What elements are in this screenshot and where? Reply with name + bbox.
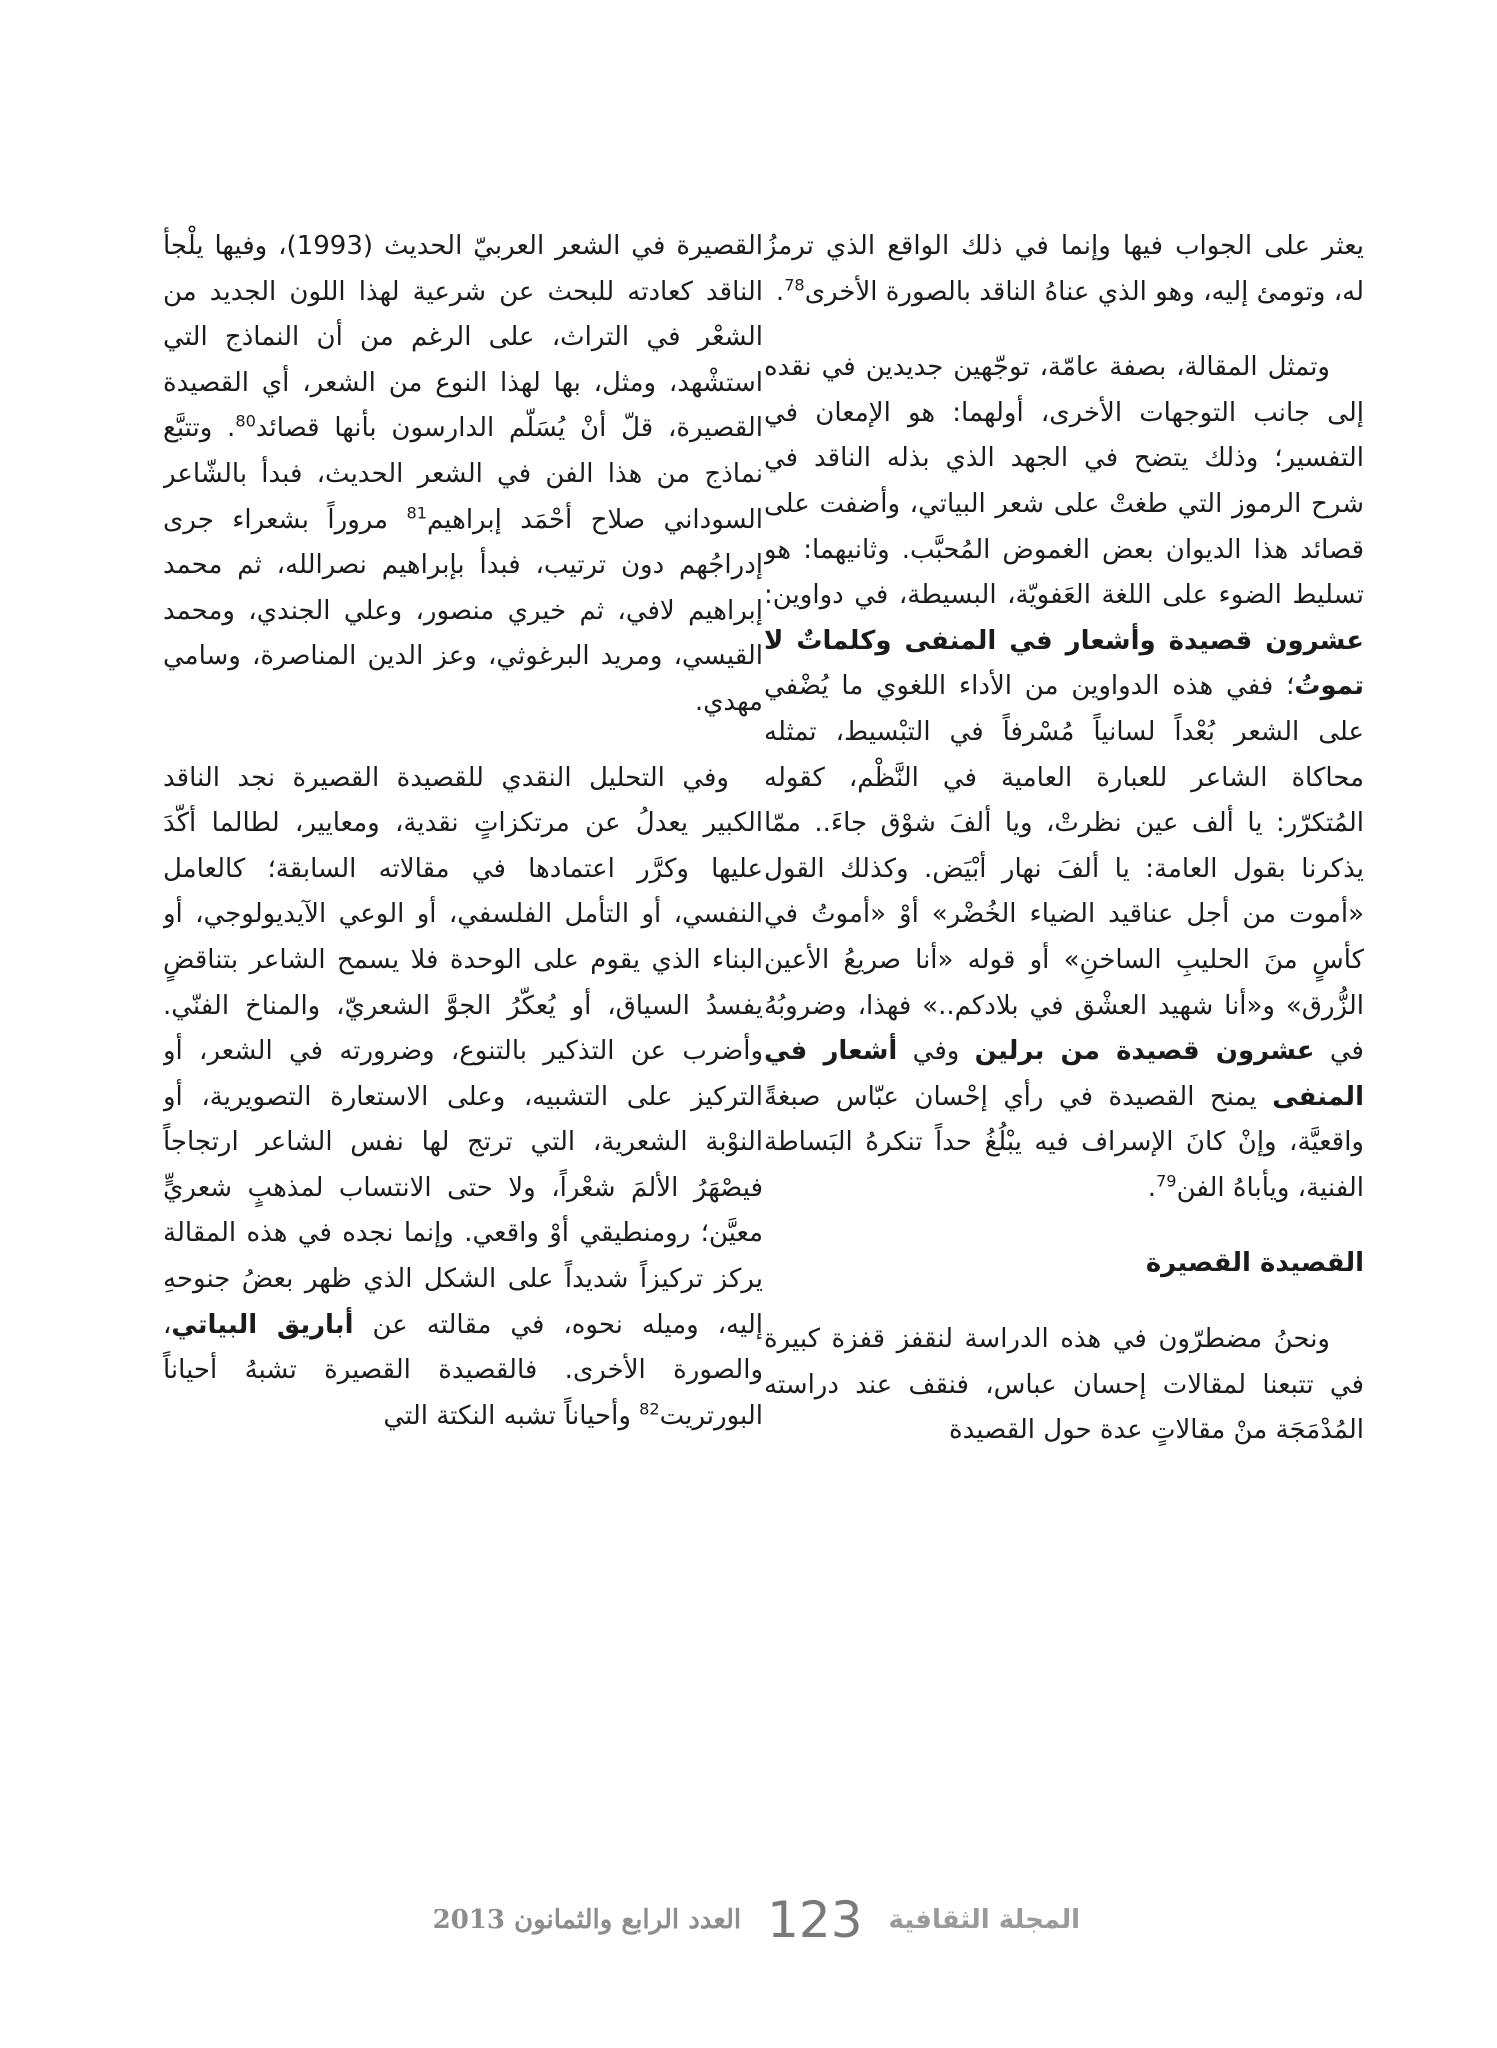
paragraph-text: . وتتبَّع نماذج من هذا الفن في الشعر الحديث، فبدأ بالشّاعر السوداني صلاح أحْمَد إبراهيم bbox=[163, 413, 763, 535]
paragraph-text: وفي bbox=[897, 1036, 975, 1067]
paragraph bbox=[764, 1317, 1364, 1454]
page-footer bbox=[430, 1890, 1080, 1950]
section-heading: القصيدة القصيرة bbox=[1145, 1248, 1364, 1279]
footnote-ref: 78 bbox=[784, 274, 805, 294]
paragraph bbox=[163, 756, 763, 1440]
footnote-ref: 79 bbox=[1156, 1171, 1177, 1191]
left-column bbox=[163, 224, 763, 1804]
paragraph-text: . bbox=[775, 276, 785, 307]
footnote-ref: 80 bbox=[235, 411, 256, 431]
paragraph-text: . bbox=[1147, 1172, 1157, 1203]
paragraph-text: وتمثل المقالة، بصفة عامّة، توجّهين جديدين في نقده إلى جانب التوجهات الأخرى، أولهما: هو الإمعان في التفسير؛ وذلك يتضح في الجهد الذي بذله الناقد في شرح الرموز التي طغتْ على شعر البياتي، وأضفت على قصائد هذا الديوان بعض الغموض المُحبَّب. وثانيهما: هو تسليط الضوء على اللغة العَفويّة، البسيطة، في دواوين: bbox=[764, 352, 1364, 611]
paragraph-text: ؛ ففي هذه الدواوين من الأداء اللغوي ما يُضْفي على الشعر بُعْداً لسانياً مُسْرفاً في التبْسيط، تمثله محاكاة الشاعر للعبارة العامية في النَّظْم، كقوله المُتكرّر: يا ألف عين نظرتْ، ويا ألفَ شوْق جاءَ.. ممّا يذكرنا بقول العامة: يا ألفَ نهار أبْيَض. وكذلك القول «أموت من أجل عناقيد الضياء الخُضْر» أوْ «أموتُ في كأسٍ منَ الحليبِ الساخنِ» أو قوله «أنا صريعُ الأعين الزُّرق» و«أنا شهيد العشْق في بلادكم..» فهذا، وضروبُهُ في bbox=[764, 671, 1364, 1067]
page-number: 123 bbox=[767, 1891, 863, 1949]
footnote-ref: 82 bbox=[639, 1399, 660, 1419]
paragraph bbox=[764, 224, 1364, 315]
book-title: عشرون قصيدة من برلين bbox=[974, 1036, 1315, 1067]
paragraph-text: القصيرة في الشعر العربيّ الحديث (1993)، وفيها يلْجأ الناقد كعادته للبحث عن شرعية لهذا اللون الجديد من الشعْر في التراث، على الرغم من أن النماذج التي استشْهد، ومثل، بها لهذا النوع من الشعر، أي القصيدة القصيرة، قلّ أنْ يُسَلّم الدارسون بأنها قصائد bbox=[163, 231, 763, 444]
footnote-ref: 81 bbox=[406, 502, 427, 522]
book-title: عشرون قصيدة وأشعار في المنفى وكلماتٌ لا تموتُ bbox=[764, 625, 1364, 702]
magazine-name: المجلة الثقافية bbox=[888, 1905, 1080, 1935]
paragraph-text: ونحنُ مضطرّون في هذه الدراسة لنقفز قفزة كبيرة في تتبعنا لمقالات إحسان عباس، فنقف عند دراسته المُدْمَجَة منْ مقالاتٍ عدة حول القصيدة bbox=[764, 1324, 1364, 1446]
paragraph-text: ، والصورة الأخرى. فالقصيدة القصيرة تشبهُ أحياناً البورتريت bbox=[163, 1309, 763, 1431]
issue-label: العدد الرابع والثمانون 2013 bbox=[432, 1905, 742, 1935]
paragraph-text: وفي التحليل النقدي للقصيدة القصيرة نجد الناقد الكبير يعدلُ عن مرتكزاتٍ نقدية، ومعايير، لطالما أكّدَ عليها وكرَّر اعتمادها في مقالاته السابقة؛ كالعامل النفسي، أو التأمل الفلسفي، أو الوعي الآيديولوجي، أو البناء الذي يقوم على الوحدة فلا يسمح الشاعر بتناقضٍ يفسدُ السياق، أو يُعكّرُ الجوَّ الشعريّ، والمناخ الفنّي. وأضرب عن التذكير بالتنوع، وضرورته في الشعر، أو التركيز على التشبيه، وعلى الاستعارة التصويرية، أو النوْبة الشعرية، التي ترتج لها نفس الشاعر ارتجاجاً فيصْهَرُ الألمَ شعْراً، ولا حتى الانتساب لمذهبٍ شعريٍّ معيَّن؛ رومنطيقي أوْ واقعي. وإنما نجده في هذه المقالة يركز تركيزاً شديداً على الشكل الذي ظهر بعضُ جنوحهِ إليه، وميله نحوه، في مقالته عن bbox=[163, 762, 763, 1340]
book-title: أباريق البياتي bbox=[171, 1309, 354, 1340]
book-title: أشعار في المنفى bbox=[764, 1036, 1364, 1112]
paragraph bbox=[163, 224, 763, 726]
paragraph-text: وأحياناً تشبه النكتة التي bbox=[383, 1400, 640, 1431]
paragraph-text: يمنح القصيدة في رأي إحْسان عبّاس صبغةً واقعيَّة، وإنْ كانَ الإسراف فيه يبْلُغُ حداً تنكرهُ البَساطة الفنية، ويأباهُ الفن bbox=[764, 1081, 1364, 1203]
right-column bbox=[764, 224, 1364, 1804]
paragraph-text: يعثر على الجواب فيها وإنما في ذلك الواقع الذي ترمزُ له، وتومئ إليه، وهو الذي عناهُ الناقد بالصورة الأخرى bbox=[764, 231, 1364, 307]
paragraph-text: مروراً بشعراء جرى إدراجُهم دون ترتيب، فبدأ بإبراهيم نصرالله، ثم محمد إبراهيم لافي، ثم خيري منصور، وعلي الجندي، ومحمد القيسي، ومريد البرغوثي، وعز الدين المناصرة، وسامي مهدي. bbox=[163, 504, 763, 717]
paragraph bbox=[764, 345, 1364, 1211]
